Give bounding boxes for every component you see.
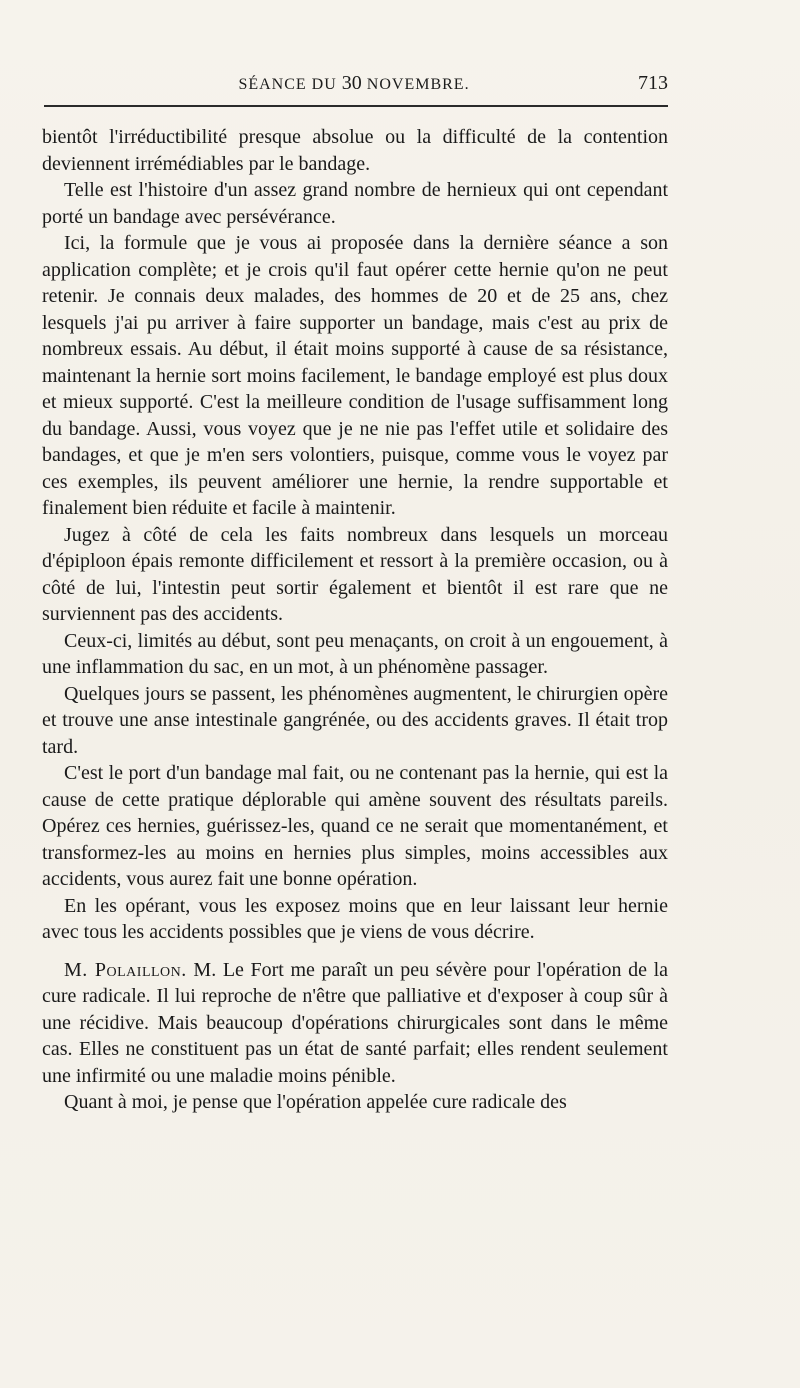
speaker-name: M. Polaillon. [64, 958, 187, 981]
body-text [42, 124, 668, 1116]
paragraph: Telle est l'histoire d'un assez grand nombre de hernieux qui ont cependant porté un bandage avec persévérance. [42, 179, 668, 228]
paragraph: Jugez à côté de cela les faits nombreux dans lesquels un morceau d'épiploon épais remonte difficilement et ressort à la première occasion, ou à côté de lui, l'intestin peut sortir également et bientôt il est rare que ne surviennent pas des accidents. [42, 523, 668, 625]
speech-text: M. Le Fort me paraît un peu sévère pour l'opération de la cure radicale. Il lui reproche de n'être que palliative et d'exposer à coup sûr à une récidive. Mais beaucoup d'opérations chirurgicales sont dans le même cas. Elles ne constituent pas un état de santé parfait; elles rendent seulement une infirmité ou une maladie moins pénible. [42, 958, 668, 1087]
paragraph: C'est le port d'un bandage mal fait, ou ne contenant pas la hernie, qui est la cause de cette pratique déplorable qui amène souvent des résultats pareils. Opérez ces hernies, guérissez-les, quand ce ne serait que momentanément, et transformez-les au moins en hernies plus simples, moins accessibles aux accidents, vous aurez fait une bonne opération. [42, 762, 668, 890]
header-rule [44, 105, 668, 107]
paragraph: En les opérant, vous les exposez moins que en leur laissant leur hernie avec tous les accidents possibles que je viens de vous décrire. [42, 894, 668, 943]
running-title-number: 30 [341, 72, 362, 94]
paragraph: Ceux-ci, limités au début, sont peu menaçants, on croit à un engouement, à une inflammation du sac, en un mot, à un phénomène passager. [42, 629, 668, 678]
speech-paragraph [42, 957, 668, 1090]
paragraph: bientôt l'irréductibilité presque absolue ou la difficulté de la contention deviennent irrémédiables par le bandage. [42, 126, 668, 175]
paragraph: Quant à moi, je pense que l'opération appelée cure radicale des [64, 1091, 567, 1113]
running-head [40, 72, 668, 100]
paragraph: Quelques jours se passent, les phénomènes augmentent, le chirurgien opère et trouve une anse intestinale gangrénée, ou des accidents graves. Il était trop tard. [42, 682, 668, 758]
running-title-suffix: NOVEMBRE. [361, 76, 470, 93]
running-title-prefix: SÉANCE DU [238, 76, 342, 93]
page-number: 713 [638, 72, 668, 94]
running-title [40, 72, 668, 95]
paragraph: Ici, la formule que je vous ai proposée dans la dernière séance a son application complète; et je crois qu'il faut opérer cette hernie qu'on ne peut retenir. Je connais deux malades, des hommes de 20 et de 25 ans, chez lesquels j'ai pu arriver à faire supporter un bandage, mais c'est au prix de nombreux essais. Au début, il était moins supporté à cause de sa résistance, maintenant la hernie sort moins facilement, le bandage employé est plus doux et mieux supporté. C'est la meilleure condition de l'usage suffisamment long du bandage. Aussi, vous voyez que je ne nie pas l'effet utile et solidaire des bandages, et que je m'en sers volontiers, puisque, comme vous le voyez par ces exemples, ils peuvent améliorer une hernie, la rendre supportable et finalement bien réduite et facile à maintenir. [42, 232, 668, 519]
